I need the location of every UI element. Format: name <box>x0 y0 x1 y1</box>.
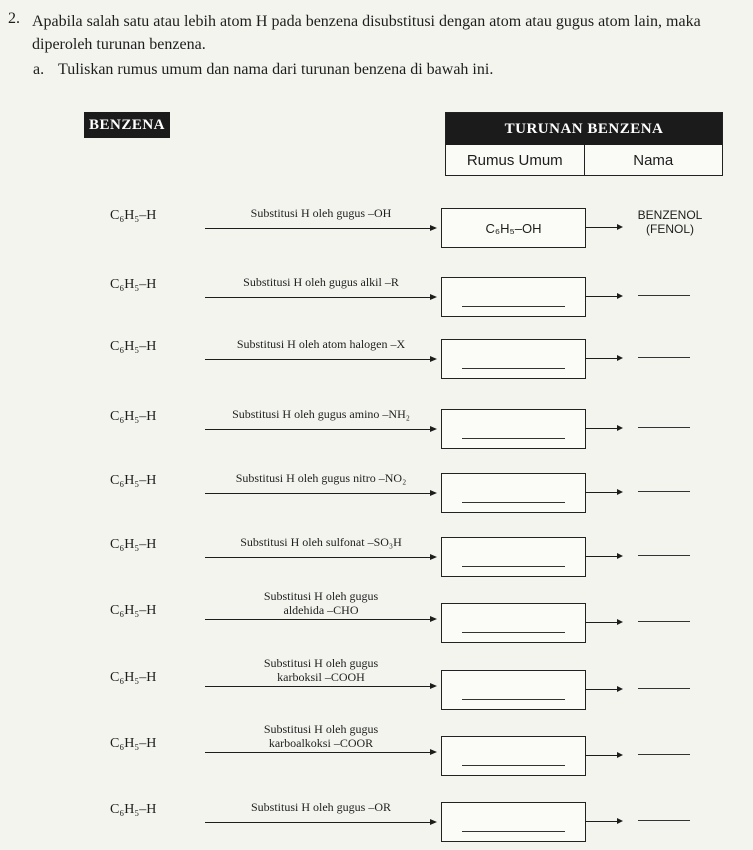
sub-question-text: Tuliskan rumus umum dan nama dari turunan benzena di bawah ini. <box>58 61 494 78</box>
nama-answer <box>630 208 710 236</box>
question-text: Apabila salah satu atau lebih atom H pada benzena disubstitusi dengan atom atau gugus atom lain, maka diperoleh turunan benzena. <box>32 13 701 53</box>
rumus-umum-answer-box[interactable] <box>441 409 586 449</box>
name-arrow <box>585 821 621 822</box>
substitution-row <box>0 525 753 585</box>
substitution-row <box>0 790 753 850</box>
rumus-umum-answer-box[interactable] <box>441 339 586 379</box>
substitution-label: Substitusi H oleh gugus karboalkoksi –COOR <box>263 722 379 750</box>
rumus-umum-answer-box[interactable] <box>441 603 586 643</box>
name-arrow <box>585 556 621 557</box>
reaction-arrow <box>205 493 435 494</box>
nama-blank-line[interactable] <box>638 621 690 622</box>
name-arrow <box>585 358 621 359</box>
substitution-row <box>0 397 753 457</box>
name-arrow <box>585 428 621 429</box>
substitution-row <box>0 658 753 718</box>
name-arrow <box>585 227 621 228</box>
reaction-arrow <box>205 359 435 360</box>
substitution-label: Substitusi H oleh gugus amino –NH₂ <box>232 407 410 421</box>
benzene-formula: C₆H₅–H <box>110 670 157 685</box>
nama-answer-line1: BENZENOL <box>637 208 703 222</box>
name-arrow <box>585 296 621 297</box>
rumus-umum-answer-box[interactable] <box>441 670 586 710</box>
answer-blank-line <box>462 765 565 766</box>
answer-blank-line <box>462 566 565 567</box>
rumus-umum-answer-box[interactable] <box>441 736 586 776</box>
benzena-header: BENZENA <box>84 112 170 138</box>
rumus-umum-answer-box[interactable] <box>441 802 586 842</box>
reaction-arrow <box>205 429 435 430</box>
substitution-label: Substitusi H oleh gugus –OR <box>250 800 391 814</box>
benzene-formula: C₆H₅–H <box>110 603 157 618</box>
name-arrow <box>585 689 621 690</box>
column-headers <box>446 145 722 175</box>
sub-question-letter: a. <box>33 61 45 78</box>
answer-blank-line <box>462 502 565 503</box>
answer-blank-line <box>462 368 565 369</box>
nama-blank-line[interactable] <box>638 555 690 556</box>
nama-blank-line[interactable] <box>638 820 690 821</box>
answer-blank-line <box>462 306 565 307</box>
name-arrow <box>585 622 621 623</box>
reaction-arrow <box>205 297 435 298</box>
substitution-label: Substitusi H oleh gugus alkil –R <box>243 275 399 289</box>
benzene-formula: C₆H₅–H <box>110 339 157 354</box>
nama-blank-line[interactable] <box>638 688 690 689</box>
reaction-arrow <box>205 557 435 558</box>
reaction-arrow <box>205 822 435 823</box>
nama-blank-line[interactable] <box>638 491 690 492</box>
turunan-benzena-header-table <box>445 112 723 176</box>
substitution-row <box>0 196 753 256</box>
substitution-row <box>0 724 753 784</box>
answer-blank-line <box>462 632 565 633</box>
name-arrow <box>585 492 621 493</box>
benzene-formula: C₆H₅–H <box>110 802 157 817</box>
rumus-umum-answer-box[interactable] <box>441 473 586 513</box>
turunan-benzena-header: TURUNAN BENZENA <box>446 113 722 145</box>
benzene-formula: C₆H₅–H <box>110 736 157 751</box>
substitution-label: Substitusi H oleh gugus aldehida –CHO <box>263 589 379 617</box>
substitution-row <box>0 327 753 387</box>
reaction-arrow <box>205 752 435 753</box>
substitution-label: Substitusi H oleh gugus nitro –NO₂ <box>235 471 407 485</box>
answer-blank-line <box>462 438 565 439</box>
rumus-umum-answer-box[interactable] <box>441 537 586 577</box>
rumus-umum-answer-box[interactable] <box>441 208 586 248</box>
rumus-umum-header: Rumus Umum <box>466 151 563 169</box>
substitution-label: Substitusi H oleh gugus karboksil –COOH <box>263 656 379 684</box>
nama-answer-line2: (FENOL) <box>646 222 694 236</box>
benzene-formula: C₆H₅–H <box>110 537 157 552</box>
nama-blank-line[interactable] <box>638 295 690 296</box>
reaction-arrow <box>205 228 435 229</box>
nama-blank-line[interactable] <box>638 357 690 358</box>
nama-blank-line[interactable] <box>638 754 690 755</box>
benzene-formula: C₆H₅–H <box>110 208 157 223</box>
rumus-umum-answer: C₆H₅–OH <box>485 220 542 236</box>
reaction-arrow <box>205 686 435 687</box>
nama-blank-line[interactable] <box>638 427 690 428</box>
substitution-label: Substitusi H oleh gugus –OH <box>250 206 392 220</box>
answer-blank-line <box>462 699 565 700</box>
benzene-formula: C₆H₅–H <box>110 277 157 292</box>
rumus-umum-answer-box[interactable] <box>441 277 586 317</box>
nama-header: Nama <box>584 145 723 175</box>
substitution-label: Substitusi H oleh atom halogen –X <box>236 337 406 351</box>
substitution-row <box>0 461 753 521</box>
question-number: 2. <box>8 10 20 27</box>
substitution-label: Substitusi H oleh sulfonat –SO₃H <box>240 535 402 549</box>
benzene-formula: C₆H₅–H <box>110 473 157 488</box>
benzene-formula: C₆H₅–H <box>110 409 157 424</box>
substitution-row <box>0 591 753 651</box>
name-arrow <box>585 755 621 756</box>
reaction-arrow <box>205 619 435 620</box>
answer-blank-line <box>462 831 565 832</box>
substitution-row <box>0 265 753 325</box>
